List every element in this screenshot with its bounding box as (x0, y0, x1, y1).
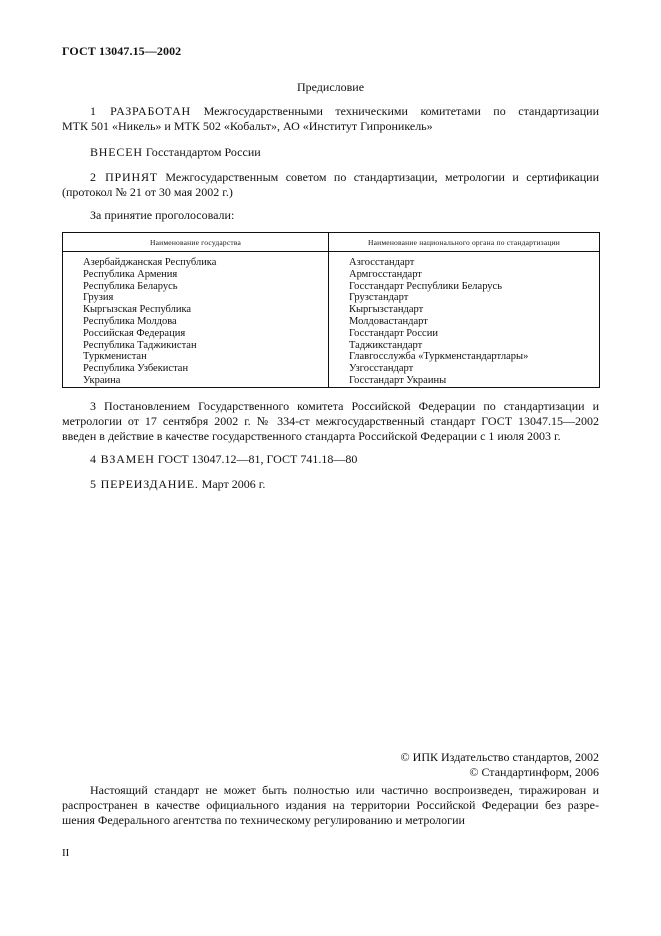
state-name: Грузия (83, 292, 114, 304)
state-name: Кыргызская Республика (83, 304, 192, 316)
paragraph-enacted (62, 399, 599, 444)
reproduction-notice (62, 783, 599, 828)
table-row (63, 252, 600, 388)
copyright-standartinform: © Стандартинформ, 2006 (469, 765, 599, 779)
state-name: Туркменистан (83, 351, 147, 363)
state-name: Украина (83, 374, 121, 386)
state-name: Республика Таджикистан (83, 339, 197, 351)
standards-body-name: Главгосслужба «Туркменстандартлары» (349, 351, 529, 363)
paragraph-introduced-label: ВНЕСЕН (90, 145, 143, 159)
paragraph-developed-line1 (62, 104, 599, 119)
reproduction-notice-line1: Настоящий стандарт не может быть полностью или частично воспроизведен, тиражирован и (90, 783, 599, 797)
standards-body-name: Госстандарт Украины (349, 374, 447, 386)
paragraph-adopted-text: Межгосударственным советом по стандартизации, метрологии и сертификации (165, 170, 600, 184)
state-column (63, 252, 329, 388)
state-name: Российская Федерация (83, 327, 186, 339)
paragraph-reissue (62, 477, 599, 492)
paragraph-reissue-label: 5 ПЕРЕИЗДАНИЕ. (90, 477, 199, 491)
state-name: Республика Армения (83, 268, 178, 280)
paragraph-developed-label: 1 РАЗРАБОТАН (90, 104, 192, 118)
standards-body-name: Молдовастандарт (349, 315, 428, 327)
standards-body-name: Госстандарт России (349, 327, 438, 339)
standards-body-name: Грузстандарт (349, 292, 409, 304)
state-name: Азербайджанская Республика (83, 257, 217, 268)
standards-body-name: Госстандарт Республики Беларусь (349, 280, 503, 292)
state-name: Республика Молдова (83, 315, 177, 327)
paragraph-introduced-text: Госстандартом России (145, 145, 261, 159)
paragraph-replaces-label: 4 ВЗАМЕН (90, 452, 155, 466)
reproduction-notice-line3: шения Федерального агентства по техническому регулированию и метрологии (62, 813, 465, 827)
paragraph-reissue-text: Март 2006 г. (201, 477, 266, 491)
table-header-body: Наименование национального органа по стандартизации (329, 233, 600, 252)
standards-body-name: Азгосстандарт (349, 257, 415, 268)
paragraph-replaces-text: ГОСТ 13047.12—81, ГОСТ 741.18—80 (157, 452, 358, 466)
paragraph-developed-text: Межгосударственными техническими комитетами по стандартизации (203, 104, 600, 118)
paragraph-enacted-line2: метрологии от 17 сентября 2002 г. № 334-ст межгосударственный стандарт ГОСТ 13047.15—2002 (62, 414, 599, 428)
paragraph-adopted (62, 170, 599, 200)
standards-body-name: Таджикстандарт (349, 339, 423, 351)
standards-body-name: Армгосстандарт (349, 268, 422, 280)
paragraph-introduced (62, 145, 599, 160)
standards-body-name: Узгосстандарт (349, 363, 414, 375)
state-name: Республика Беларусь (83, 280, 178, 292)
paragraph-developed (62, 104, 599, 134)
paragraph-adopted-line2: (протокол № 21 от 30 мая 2002 г.) (62, 185, 233, 199)
paragraph-enacted-line3: введен в действие в качестве государственного стандарта Российской Федерации с 1 июля 2003 г. (62, 429, 561, 443)
table-header-state: Наименование государства (63, 233, 329, 252)
voting-states-table (62, 232, 600, 388)
state-name: Республика Узбекистан (83, 363, 189, 375)
copyright-ipk: © ИПК Издательство стандартов, 2002 (400, 750, 599, 764)
standards-body-name: Кыргызстандарт (349, 304, 424, 316)
standards-body-column (329, 252, 600, 388)
paragraph-adopted-label: 2 ПРИНЯТ (90, 170, 158, 184)
paragraph-developed-line2: МТК 501 «Никель» и МТК 502 «Кобальт», АО «Институт Гипроникель» (62, 119, 433, 133)
table-header-row (63, 233, 600, 252)
document-code-header: ГОСТ 13047.15—2002 (62, 44, 182, 58)
paragraph-voted: За принятие проголосовали: (90, 208, 235, 222)
paragraph-adopted-line1 (62, 170, 599, 185)
paragraph-enacted-line1: 3 Постановлением Государственного комитета Российской Федерации по стандартизации и (90, 399, 599, 413)
page-number: II (62, 847, 70, 859)
section-title: Предисловие (296, 80, 365, 94)
paragraph-replaces (62, 452, 599, 467)
reproduction-notice-line2: распространен в качестве официального издания на территории Российской Федерации без разре- (62, 798, 599, 812)
